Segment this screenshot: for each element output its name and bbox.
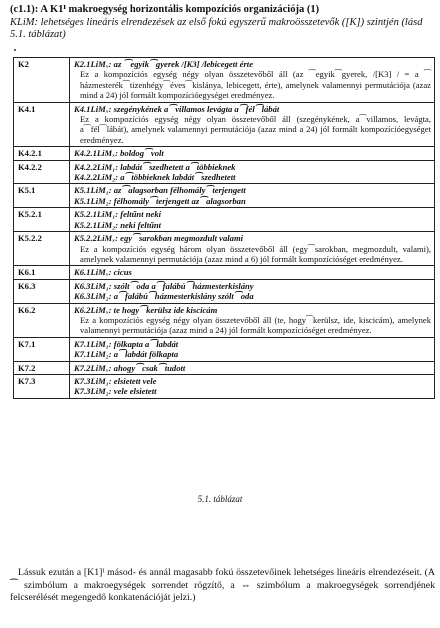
heading-subtitle: KLiM: lehetséges lineáris elrendezések az első fokú egyszerű makroösszetevők ([K]) szintjén (lásd 5.1. táblázat) xyxy=(10,16,423,40)
table-row xyxy=(14,58,435,103)
row-content xyxy=(70,160,435,184)
row-code: K6.3 xyxy=(14,279,70,303)
row-content xyxy=(70,232,435,266)
arrangement-line: K6.3LiM₂: a⁀falábú⁀házmesterkislány szólt⁀oda xyxy=(74,291,254,302)
section-heading xyxy=(10,4,434,42)
row-code: K5.2.2 xyxy=(14,232,70,266)
row-code: K6.2 xyxy=(14,303,70,337)
arrangement-line: K7.3LiM₂: vele elsietett xyxy=(74,386,157,397)
row-code: K5.1 xyxy=(14,184,70,208)
table-row xyxy=(14,102,435,147)
row-content xyxy=(70,374,435,398)
table-row xyxy=(14,147,435,160)
row-content xyxy=(70,184,435,208)
arrangement-line: K7.1LiM₁: fölkapta a⁀labdát xyxy=(74,338,179,349)
row-code: K4.1 xyxy=(14,102,70,147)
row-code: K4.2.2 xyxy=(14,160,70,184)
row-content xyxy=(70,279,435,303)
row-content xyxy=(70,58,435,103)
table-caption: 5.1. táblázat xyxy=(197,494,243,504)
table-row xyxy=(14,303,435,337)
table-row xyxy=(14,160,435,184)
table-row xyxy=(14,361,435,374)
arrangement-line: K5.1LiM₁: az⁀alagsorban félhomály⁀terjengett xyxy=(74,185,246,196)
arrangement-line: K7.1LiM₂: a⁀labdát fölkapta xyxy=(74,349,179,360)
heading-title: (c1.1): A K1ᴵ makroegység horizontális kompozíciós organizációja (1) xyxy=(10,4,320,15)
arrangement-line: K4.2.1LiMₓ: boldog⁀volt xyxy=(74,148,164,159)
arrangement-line: K5.2.1LiM₂: neki feltűnt xyxy=(74,219,162,230)
arrangement-line: K7.3LiM₁: elsietett vele xyxy=(74,375,157,386)
arrangement-line: K5.2.1LiM₁: feltűnt neki xyxy=(74,209,162,220)
description-text: Ez a kompozíciós egység négy olyan összetevőből áll (te, hogy⁀kerülsz, ide, kiscicám), amelynek valamennyi permutációja (azaz mind a 24) jól formált kompozícióséget eredményez. xyxy=(80,314,431,336)
arrangement-line: K7.2LiMₓ: ahogy⁀csak⁀tudott xyxy=(74,362,186,373)
row-code: K5.2.1 xyxy=(14,208,70,232)
arrangement-line: K6.3LiM₁: szólt⁀oda a⁀falábú⁀házmesterkislány xyxy=(74,280,254,291)
row-content xyxy=(70,266,435,279)
arrangement-line: K4.1LiMₓ: szegénykének a⁀villamos levágta a⁀fél⁀lábát xyxy=(74,103,280,114)
table-row xyxy=(14,279,435,303)
arrangement-line: K5.1LiM₂: félhomály⁀terjengett az⁀alagsorban xyxy=(74,195,246,206)
arrangement-line: K5.2.2LiMₓ: egy⁀sarokban megmozdult valami xyxy=(74,233,244,244)
arrangement-line: K6.1LiMₓ: cicus xyxy=(74,267,132,278)
row-content xyxy=(70,361,435,374)
row-content xyxy=(70,208,435,232)
row-content xyxy=(70,102,435,147)
row-code: K6.1 xyxy=(14,266,70,279)
table-row xyxy=(14,232,435,266)
table-row xyxy=(14,337,435,361)
row-content xyxy=(70,303,435,337)
body-paragraph: Lássuk ezután a [K1]ᴵ másod- és annál magasabb fokú összetevőinek lehetséges lineáris elrendezéseit. (A ⁀ szimbólum a makroegységek sorrendet rögzítő, a ⇔ szimbólum a makroegységek sorrendjének felcserélését megengedő konkatenációját jelzi.) xyxy=(10,567,435,604)
row-code: K7.2 xyxy=(14,361,70,374)
description-text: Ez a kompozíciós egység négy olyan összetevőből áll (szegénykének, a⁀villamos, levágta, a⁀fél⁀lábát), amelynek valamennyi permutációja (azaz mind a 24) jól formált kompozícióegységet eredményez. xyxy=(80,114,431,145)
row-code: K7.3 xyxy=(14,374,70,398)
table-row xyxy=(14,374,435,398)
row-code: K4.2.1 xyxy=(14,147,70,160)
row-code: K7.1 xyxy=(14,337,70,361)
arrangement-line: K4.2.2LiM₁: labdát⁀szedhetett a⁀többieknek xyxy=(74,161,236,172)
arrangement-line: K6.2LiMₓ: te hogy⁀kerülsz ide kiscicám xyxy=(74,304,218,315)
table-row xyxy=(14,208,435,232)
row-content xyxy=(70,337,435,361)
description-text: Ez a kompozíciós egység négy olyan összetevőből áll (az ⁀egyik⁀gyerek, /[K3] / = a ⁀ házmesterék⁀tizenhégy⁀éves⁀kislánya, lebicegett, érte), amelynek valamennyi permutációja (azaz mind a 24) jól formált kompozícióegységet eredményez. xyxy=(80,69,431,101)
arrangement-line: K2.1LiMₓ: az ⁀egyik⁀gyerek /[K3] /lebicegett érte xyxy=(74,59,254,69)
linear-arrangement-table xyxy=(13,57,435,399)
arrangement-line: K4.2.2LiM₂: a⁀többieknek labdát⁀szedhetett xyxy=(74,172,236,183)
row-code: K2 xyxy=(14,58,70,103)
description-text: Ez a kompozíciós egység három olyan összetevőből áll (egy⁀sarokban, megmozdult, valami), amelynek valamennyi permutációja (azaz mind a 6) jól formált kompozícióséget eredményez. xyxy=(80,243,431,264)
stray-mark xyxy=(14,49,16,51)
table-row xyxy=(14,184,435,208)
row-content xyxy=(70,147,435,160)
table-row xyxy=(14,266,435,279)
